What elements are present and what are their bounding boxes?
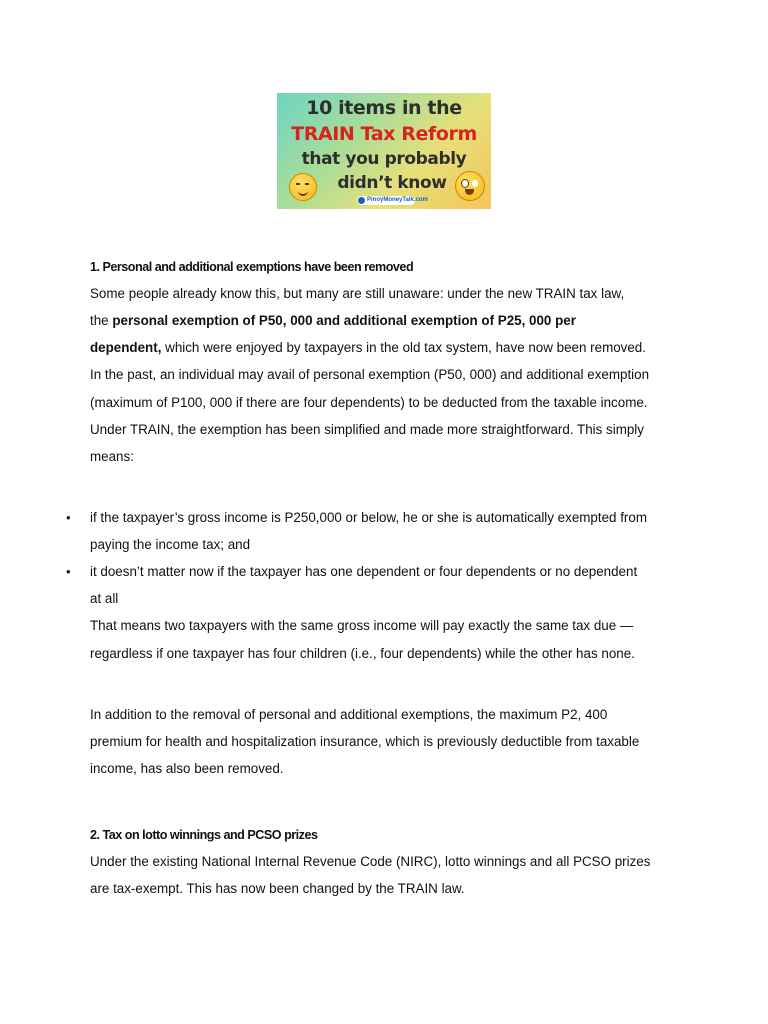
section-1-heading: 1. Personal and additional exemptions have been removed [90, 260, 414, 274]
paragraph-line: regardless if one taxpayer has four children (i.e., four dependents) while the other has none. [90, 646, 635, 661]
paragraph-line: Under the existing National Internal Revenue Code (NIRC), lotto winnings and all PCSO prizes [90, 854, 651, 869]
bold-emphasis: dependent, [90, 340, 162, 355]
paragraph-line: are tax-exempt. This has now been changed by the TRAIN law. [90, 881, 465, 896]
paragraph-line: income, has also been removed. [90, 761, 284, 776]
paragraph-line: premium for health and hospitalization insurance, which is previously deductible from taxable [90, 734, 640, 749]
paragraph-line: That means two taxpayers with the same gross income will pay exactly the same tax due — [90, 618, 634, 633]
list-item-line: if the taxpayer’s gross income is P250,000 or below, he or she is automatically exempted from [90, 510, 647, 525]
section-2-heading: 2. Tax on lotto winnings and PCSO prizes [90, 828, 318, 842]
site-logo [357, 196, 428, 205]
bullet-point-icon: • [66, 510, 71, 525]
paragraph-text: the [90, 313, 113, 328]
smirking-face-emoji-icon [289, 173, 317, 201]
list-item-line: paying the income tax; and [90, 537, 251, 552]
paragraph-line: In the past, an individual may avail of personal exemption (P50, 000) and additional exemption [90, 367, 650, 382]
paragraph-line: (maximum of P100, 000 if there are four dependents) to be deducted from the taxable income. [90, 395, 648, 410]
paragraph-line: means: [90, 449, 134, 464]
logo-mark-icon [358, 197, 365, 204]
thumbs-up-grinning-emoji-icon [455, 171, 485, 201]
bullet-point-icon: • [66, 564, 71, 579]
paragraph-line: In addition to the removal of personal and additional exemptions, the maximum P2, 400 [90, 707, 608, 722]
paragraph-line: Under TRAIN, the exemption has been simplified and made more straightforward. This simply [90, 422, 644, 437]
list-item-line: at all [90, 591, 119, 606]
paragraph-line: Some people already know this, but many are still unaware: under the new TRAIN tax law, [90, 286, 625, 301]
banner-title-line-2: TRAIN Tax Reform [291, 123, 477, 145]
logo-text: PinoyMoneyTalk.com [367, 197, 428, 203]
paragraph-line [90, 313, 576, 329]
article-banner-image [277, 93, 491, 209]
banner-title-line-4: didn’t know [337, 173, 447, 193]
list-item-line: it doesn’t matter now if the taxpayer has one dependent or four dependents or no dependent [90, 564, 638, 579]
paragraph-line [90, 340, 646, 356]
banner-title-line-1: 10 items in the [306, 97, 462, 119]
bold-emphasis: personal exemption of P50, 000 and additional exemption of P25, 000 per [112, 313, 576, 328]
paragraph-text: which were enjoyed by taxpayers in the old tax system, have now been removed. [161, 340, 646, 355]
banner-title-line-3: that you probably [301, 149, 467, 169]
